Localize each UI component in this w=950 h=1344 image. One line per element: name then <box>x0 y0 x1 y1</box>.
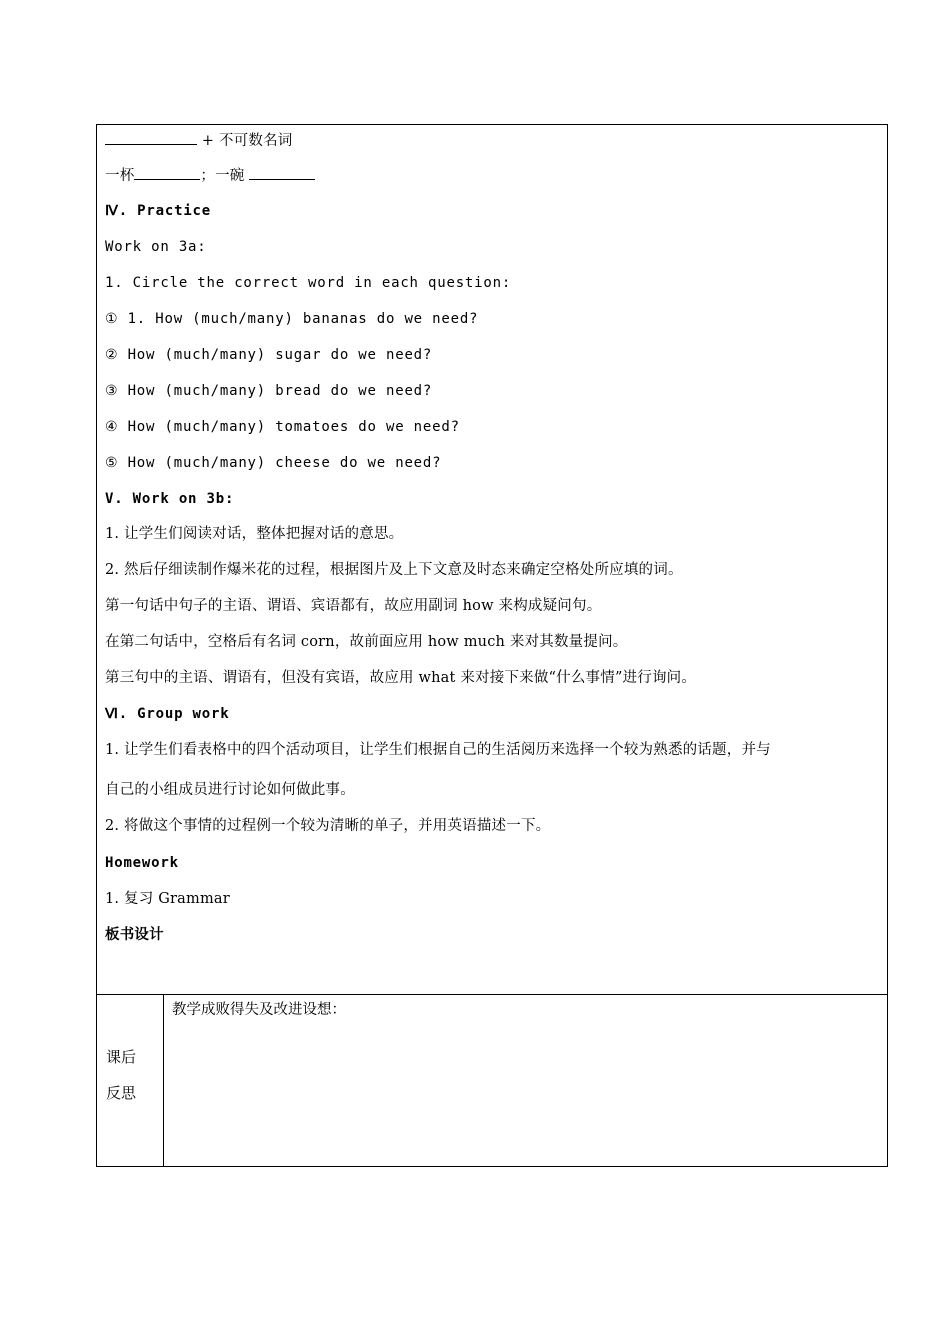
homework-item: 1. 复习 Grammar <box>105 891 230 907</box>
reflection-label-line2: 反思 <box>106 1084 137 1102</box>
uncountable-text: + 不可数名词 <box>197 133 293 149</box>
reflection-label-cell <box>97 995 164 1167</box>
note-line: 第一句话中句子的主语、谓语、宾语都有，故应用副词 how 来构成疑问句。 <box>105 598 602 614</box>
circle-instruction: 1. Circle the correct word in each question: <box>105 275 512 291</box>
lesson-content-cell <box>97 125 887 995</box>
cup-text: 一杯 <box>105 168 135 184</box>
reflection-cell <box>164 995 887 1167</box>
board-design-heading: 板书设计 <box>105 926 164 943</box>
note-line: 第三句中的主语、谓语有，但没有宾语，故应用 what 来对接下来做“什么事情”进行询问。 <box>105 670 697 686</box>
question-item: ④ How (much/many) tomatoes do we need? <box>105 419 460 435</box>
work-3b-heading: V. Work on 3b: <box>105 491 235 507</box>
work-3a-label: Work on 3a: <box>105 239 207 255</box>
reflection-prompt: 教学成败得失及改进设想： <box>172 1002 346 1018</box>
question-item: ⑤ How (much/many) cheese do we need? <box>105 455 442 471</box>
bowl-text: ；一碗 <box>200 168 250 184</box>
note-line: 在第二句话中，空格后有名词 corn，故前面应用 how much 来对其数量提问。 <box>105 634 628 650</box>
group-step-1-cont: 自己的小组成员进行讨论如何做此事。 <box>105 782 355 798</box>
uncountable-line <box>105 131 292 150</box>
step-3b-2: 2. 然后仔细读制作爆米花的过程，根据图片及上下文意及时态来确定空格处所应填的词。 <box>105 562 683 578</box>
cup-bowl-line <box>105 166 315 185</box>
bowl-blank <box>249 166 315 180</box>
step-3b-1: 1. 让学生们阅读对话，整体把握对话的意思。 <box>105 526 404 542</box>
blank-field <box>105 131 197 145</box>
group-step-1: 1. 让学生们看表格中的四个活动项目，让学生们根据自己的生活阅历来选择一个较为熟悉的话题，并与 <box>105 742 771 758</box>
question-item: ③ How (much/many) bread do we need? <box>105 383 433 399</box>
reflection-label-line1: 课后 <box>106 1048 137 1066</box>
cup-blank <box>134 166 200 180</box>
group-step-2: 2. 将做这个事情的过程例一个较为清晰的单子，并用英语描述一下。 <box>105 818 551 834</box>
group-work-heading: Ⅵ. Group work <box>105 706 230 722</box>
question-item: ① 1. How (much/many) bananas do we need? <box>105 311 479 327</box>
homework-heading: Homework <box>105 855 179 871</box>
lesson-table <box>96 124 888 1167</box>
practice-heading: Ⅳ. Practice <box>105 203 212 219</box>
question-item: ② How (much/many) sugar do we need? <box>105 347 433 363</box>
